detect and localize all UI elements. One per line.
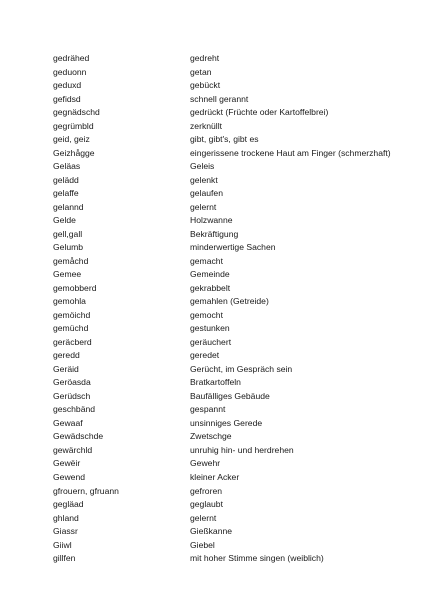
standard-german-meaning: Gewehr (190, 458, 221, 469)
dialect-term: geduonn (53, 66, 87, 77)
dialect-term: gemobberd (53, 282, 97, 293)
standard-german-meaning: gestunken (190, 323, 230, 334)
dialect-term: geduxd (53, 80, 82, 91)
glossary-entry (53, 66, 413, 80)
standard-german-meaning: gedreht (190, 53, 220, 63)
standard-german-meaning: Geleis (190, 161, 215, 172)
dialect-term: gfrouern, gfruann (53, 485, 119, 496)
glossary-entry (53, 79, 413, 93)
dialect-term: gelädd (53, 174, 79, 185)
dialect-term: gemåchd (53, 255, 89, 266)
glossary-entry (53, 349, 413, 363)
glossary-entry (53, 485, 413, 499)
standard-german-meaning: Gemeinde (190, 269, 230, 280)
glossary-entry (53, 417, 413, 431)
glossary-entry (53, 525, 413, 539)
standard-german-meaning: schnell gerannt (190, 93, 249, 104)
standard-german-meaning: gedrückt (Früchte oder Kartoffelbrei) (190, 107, 329, 118)
standard-german-meaning: gefroren (190, 485, 223, 496)
dialect-term: gefidsd (53, 93, 81, 104)
glossary-entry (53, 512, 413, 526)
dialect-term: gell,gall (53, 228, 83, 239)
standard-german-meaning: gespannt (190, 404, 226, 415)
dialect-term: Gewaaf (53, 417, 83, 428)
standard-german-meaning: mit hoher Stimme singen (weiblich) (190, 553, 324, 564)
dialect-term: gedrähed (53, 53, 90, 63)
dialect-term: gewärchld (53, 444, 93, 455)
glossary-entry (53, 201, 413, 215)
dialect-term: gillfen (53, 553, 76, 564)
standard-german-meaning: gibt, gibt's, gibt es (190, 134, 259, 145)
glossary-entry (53, 309, 413, 323)
standard-german-meaning: getan (190, 66, 212, 77)
standard-german-meaning: geredet (190, 350, 220, 361)
dialect-term: Gewend (53, 471, 86, 482)
standard-german-meaning: unruhig hin- und herdrehen (190, 444, 294, 455)
glossary-entry (53, 147, 413, 161)
dialect-term: Gemee (53, 269, 82, 280)
glossary-entry (53, 174, 413, 188)
glossary-list (53, 52, 413, 566)
standard-german-meaning: eingerissene trockene Haut am Finger (schmerzhaft) (190, 147, 391, 158)
standard-german-meaning: Baufälliges Gebäude (190, 390, 270, 401)
glossary-entry (53, 457, 413, 471)
dialect-term: gegnädschd (53, 107, 100, 118)
dialect-term: gemüchd (53, 323, 89, 334)
standard-german-meaning: gelernt (190, 512, 217, 523)
dialect-term: gelannd (53, 201, 84, 212)
dialect-term: Gewädschde (53, 431, 104, 442)
glossary-entry (53, 228, 413, 242)
glossary-entry (53, 336, 413, 350)
dialect-term: geredd (53, 350, 80, 361)
dialect-term: gegrümbld (53, 120, 94, 131)
dialect-term: geid, geiz (53, 134, 90, 145)
glossary-entry (53, 120, 413, 134)
standard-german-meaning: Zwetschge (190, 431, 232, 442)
glossary-entry (53, 363, 413, 377)
standard-german-meaning: minderwertige Sachen (190, 242, 276, 253)
dialect-term: Giassr (53, 526, 78, 537)
dialect-term: geräcberd (53, 336, 92, 347)
standard-german-meaning: kleiner Acker (190, 471, 240, 482)
dialect-term: gemohla (53, 296, 86, 307)
standard-german-meaning: gelaufen (190, 188, 223, 199)
dialect-term: Geröasda (53, 377, 91, 388)
glossary-entry (53, 376, 413, 390)
glossary-entry (53, 471, 413, 485)
dialect-term: gelaffe (53, 188, 79, 199)
glossary-entry (53, 187, 413, 201)
standard-german-meaning: Holzwanne (190, 215, 233, 226)
glossary-entry (53, 295, 413, 309)
glossary-entry (53, 282, 413, 296)
glossary-entry (53, 214, 413, 228)
dialect-term: Gewëir (53, 458, 81, 469)
dialect-term: gegläad (53, 499, 84, 510)
standard-german-meaning: gelenkt (190, 174, 218, 185)
dialect-term: Geizhågge (53, 147, 95, 158)
glossary-entry (53, 322, 413, 336)
glossary-entry (53, 93, 413, 107)
dialect-term: ghland (53, 512, 79, 523)
glossary-entry (53, 268, 413, 282)
dialect-term: Geläas (53, 161, 81, 172)
glossary-entry (53, 133, 413, 147)
standard-german-meaning: gemocht (190, 309, 223, 320)
standard-german-meaning: unsinniges Gerede (190, 417, 263, 428)
standard-german-meaning: gemahlen (Getreide) (190, 296, 269, 307)
standard-german-meaning: gebückt (190, 80, 221, 91)
glossary-entry (53, 444, 413, 458)
dialect-term: Gerüdsch (53, 390, 91, 401)
standard-german-meaning: gemacht (190, 255, 223, 266)
glossary-entry (53, 106, 413, 120)
glossary-entry (53, 390, 413, 404)
standard-german-meaning: geglaubt (190, 499, 223, 510)
standard-german-meaning: Gießkanne (190, 526, 233, 537)
glossary-entry (53, 498, 413, 512)
glossary-entry (53, 430, 413, 444)
glossary-entry (53, 241, 413, 255)
glossary-entry (53, 52, 413, 66)
standard-german-meaning: gelernt (190, 201, 217, 212)
dialect-term: Geräid (53, 363, 79, 374)
standard-german-meaning: gekrabbelt (190, 282, 231, 293)
glossary-entry (53, 552, 413, 566)
dialect-term: gemöichd (53, 309, 91, 320)
standard-german-meaning: Giebel (190, 539, 215, 550)
standard-german-meaning: Bratkartoffeln (190, 377, 241, 388)
standard-german-meaning: geräuchert (190, 336, 232, 347)
dialect-term: geschbänd (53, 404, 96, 415)
glossary-entry (53, 403, 413, 417)
glossary-entry (53, 160, 413, 174)
standard-german-meaning: Gerücht, im Gespräch sein (190, 363, 293, 374)
dialect-term: Giiwl (53, 539, 72, 550)
glossary-entry (53, 255, 413, 269)
dialect-term: Gelde (53, 215, 76, 226)
standard-german-meaning: Bekräftigung (190, 228, 239, 239)
glossary-entry (53, 539, 413, 553)
standard-german-meaning: zerknüllt (190, 120, 222, 131)
dialect-term: Gelumb (53, 242, 84, 253)
